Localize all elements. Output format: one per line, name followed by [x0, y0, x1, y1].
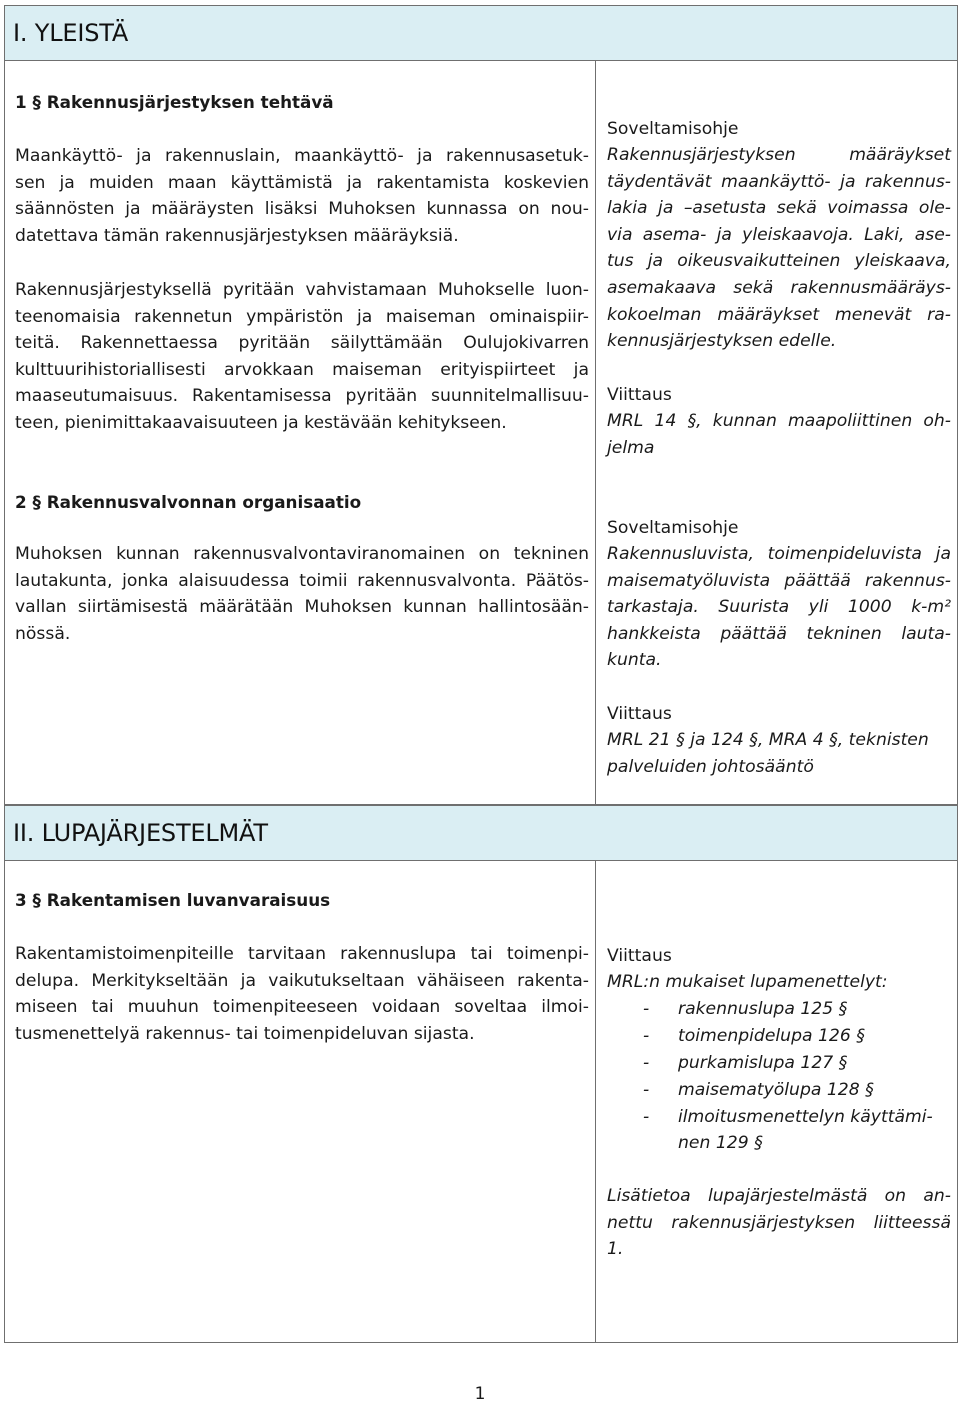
side-note-label: Soveltamisohje [607, 518, 739, 538]
text-line: teitä. Rakennettaessa pyritään säilyttämään Oulujokivarren [15, 333, 589, 354]
side-note-text [607, 408, 951, 461]
list-item-text: ilmoitusmenettelyn käyttämi- [678, 1107, 933, 1127]
list-item-text: nen 129 § [678, 1133, 763, 1153]
paragraph-heading: 3 § Rakentamisen luvanvaraisuus [15, 890, 331, 910]
body-paragraph [15, 941, 589, 1047]
text-line: miseen tai muuhun toimenpiteeseen voidaan soveltaa ilmoi- [15, 997, 589, 1018]
text-line: kennusjärjestyksen edelle. [607, 331, 837, 352]
text-line: nettu rakennusjärjestyksen liitteessä [607, 1212, 951, 1233]
body-paragraph [15, 541, 589, 647]
text-line: Rakentamistoimenpiteille tarvitaan rakennuslupa tai toimenpi- [15, 944, 589, 964]
text-line: teen, pienimittakaavaisuuteen ja kestävään kehitykseen. [15, 412, 507, 433]
text-line: asemakaava sekä rakennusmääräys- [607, 277, 951, 298]
text-line: kokoelman määräykset menevät ra- [607, 304, 951, 325]
text-line: delupa. Merkitykseltään ja vaikutukseltaan vähäiseen rakenta- [15, 970, 589, 991]
section-heading: I. YLEISTÄ [13, 19, 129, 47]
paragraph-heading: 1 § Rakennusjärjestyksen tehtävä [15, 92, 334, 112]
text-line: Muhoksen kunnan rakennusvalvontaviranomainen on tekninen [15, 544, 589, 564]
section-header [5, 805, 957, 861]
side-note-label: Viittaus [607, 385, 672, 405]
text-line: täydentävät maankäyttö- ja rakennus- [607, 171, 951, 192]
text-line: Lisätietoa lupajärjestelmästä on an- [607, 1186, 951, 1206]
side-note-label: Viittaus [607, 946, 672, 966]
text-line: nössä. [15, 623, 71, 644]
text-line: Maankäyttö- ja rakennuslain, maankäyttö- ja rakennusasetuk- [15, 146, 589, 166]
text-line: maisematyöluvista päättää rakennus- [607, 570, 951, 591]
paragraph-heading: 2 § Rakennusvalvonnan organisaatio [15, 492, 362, 512]
side-note-text [607, 541, 951, 674]
list-item-text: toimenpidelupa 126 § [678, 1026, 865, 1046]
text-line: maaseutumaisuus. Rakentamisessa pyritään suunnitelmallisuu- [15, 386, 589, 407]
list-item-text: maisematyölupa 128 § [678, 1080, 874, 1100]
side-note-intro: MRL:n mukaiset lupamenettelyt: [607, 972, 888, 992]
section-table-lupajarjestelmat: II. LUPAJÄRJESTELMÄT 3 § Rakentamisen luvanvaraisuus Rakentamistoimenpiteille tarvitaan rakennuslupa tai toimenpi- delupa. Merkitykseltään ja vaikutukseltaan vähäiseen rakenta- miseen tai muuhun toimenpiteeseen voidaan soveltaa ilmoi- tusmenettelyä rakennus- tai toimenpideluvan sijasta. Viittaus MRL:n mukaiset lupamenettelyt: - rakennuslupa 125 § - toimenpidelupa 126 § - purkamislupa 127 § - maisematyölupa 128 § - ilmoitusmenettelyn käyttämi- nen 129 § Lisätietoa lupajärjestelmästä on an- nettu rakennusjärjestyksen liitteessä 1. [4, 805, 958, 1343]
list-item-text: purkamislupa 127 § [678, 1053, 848, 1073]
column-divider [595, 861, 596, 1342]
section-heading: II. LUPAJÄRJESTELMÄT [13, 819, 268, 847]
text-line: Rakennusluvista, toimenpideluvista ja [607, 544, 951, 564]
column-divider [595, 61, 596, 804]
side-note-text [607, 142, 951, 355]
text-line: tusmenettelyä rakennus- tai toimenpideluvan sijasta. [15, 1023, 475, 1044]
text-line: kulttuurihistoriallisesti arvokkaan maiseman erityispiirteet ja [15, 359, 589, 380]
section-table-yleista [4, 5, 958, 805]
text-line: palveluiden johtosääntö [607, 756, 814, 777]
text-line: datettava tämän rakennusjärjestyksen määräyksiä. [15, 225, 459, 246]
side-note-text [607, 727, 951, 780]
list-item-text: rakennuslupa 125 § [678, 999, 848, 1019]
text-line: lakia ja –asetusta sekä voimassa ole- [607, 198, 951, 219]
text-line: hankkeista päättää tekninen lauta- [607, 623, 951, 644]
body-paragraph [15, 143, 589, 249]
text-line: jelma [607, 437, 655, 458]
page-number: 1 [474, 1384, 486, 1404]
text-line: 1. [607, 1239, 624, 1260]
text-line: vallan siirtämisestä määrätään Muhoksen kunnan hallintosään- [15, 597, 589, 618]
section-header [5, 6, 957, 61]
text-line: tus ja oikeusvaikutteinen yleiskaava, [607, 251, 951, 272]
text-line: via asema- ja yleiskaavoja. Laki, ase- [607, 224, 951, 245]
text-line: säännösten ja määräysten lisäksi Muhoksen kunnassa on nou- [15, 199, 589, 220]
side-note-text [607, 1183, 951, 1263]
text-line: sen ja muiden maan käyttämistä ja rakentamista koskevien [15, 172, 589, 193]
text-line: teenomaisia rakennetun ympäristön ja maiseman ominaispiir- [15, 306, 589, 327]
text-line: Rakennusjärjestyksen määräykset [607, 145, 951, 165]
side-note-label: Soveltamisohje [607, 119, 739, 139]
text-line: tarkastaja. Suurista yli 1000 k-m² [607, 597, 951, 618]
text-line: MRL 21 § ja 124 §, MRA 4 §, teknisten [607, 730, 929, 750]
text-line: kunta. [607, 650, 662, 671]
text-line: lautakunta, jonka alaisuudessa toimii rakennusvalvonta. Päätös- [15, 570, 589, 591]
body-paragraph [15, 277, 589, 437]
text-line: Rakennusjärjestyksellä pyritään vahvistamaan Muhokselle luon- [15, 280, 589, 300]
text-line: MRL 14 §, kunnan maapoliittinen oh- [607, 411, 951, 431]
side-note-label: Viittaus [607, 704, 672, 724]
